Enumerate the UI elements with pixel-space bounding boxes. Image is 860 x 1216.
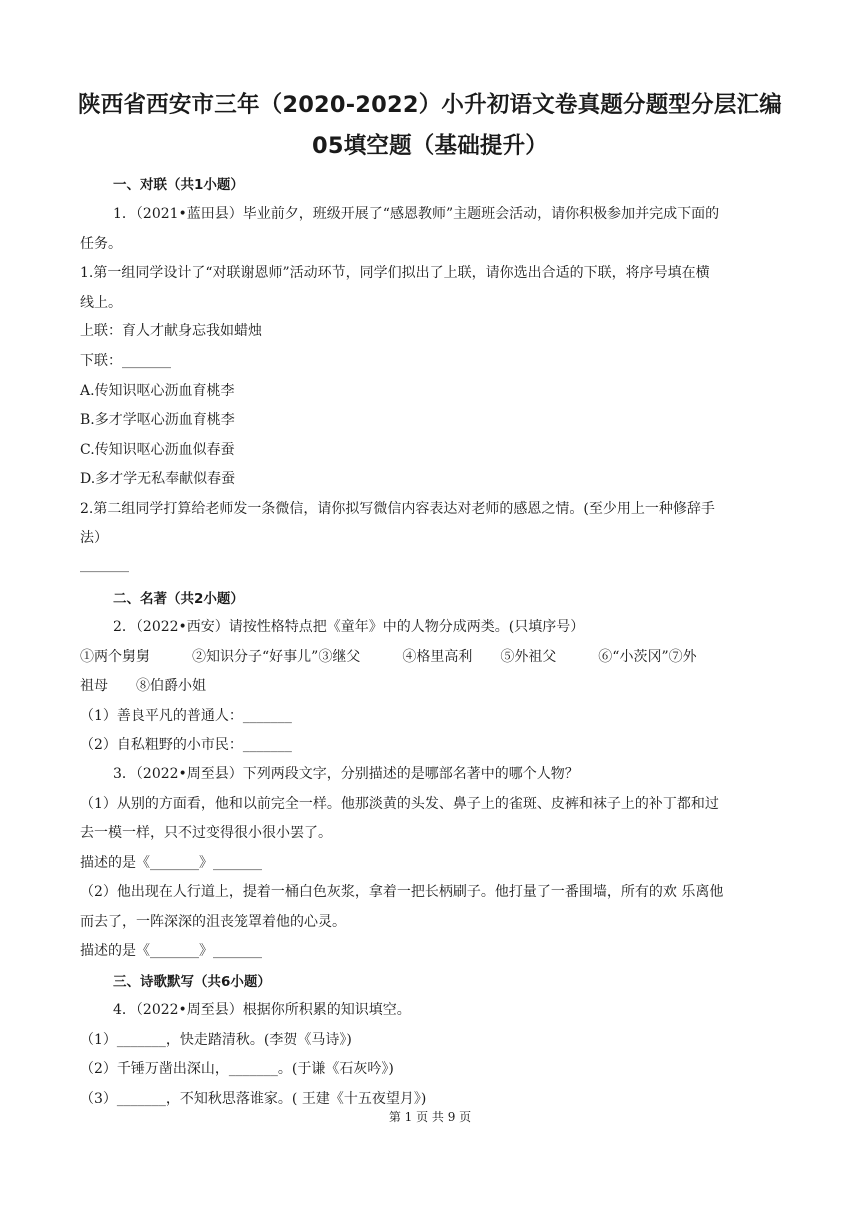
question-2-characters-cont: 祖母 ⑧伯爵小姐: [80, 678, 206, 694]
lower-couplet-blank: 下联：_______: [80, 353, 171, 369]
section-heading-poetry: 三、诗歌默写（共6小题）: [113, 974, 271, 990]
question-3-stem: 3．（2022•周至县）下列两段文字，分别描述的是哪部名著中的哪个人物？: [113, 766, 579, 782]
question-4-item-2: （2）千锤万凿出深山，_______。(于谦《石灰吟》): [80, 1061, 394, 1077]
question-3-answer-1: 描述的是《_______》_______: [80, 855, 262, 871]
option-d: D.多才学无私奉献似春蚕: [80, 471, 236, 487]
question-2-part-1: （1）善良平凡的普通人：_______: [80, 708, 292, 724]
question-3-passage-2-cont: 而去了，一阵深深的沮丧笼罩着他的心灵。: [80, 914, 346, 930]
document-title-line-1: 陕西省西安市三年（2020-2022）小升初语文卷真题分题型分层汇编: [78, 92, 782, 118]
question-3-answer-2: 描述的是《_______》_______: [80, 943, 262, 959]
section-heading-couplet: 一、对联（共1小题）: [113, 177, 244, 193]
upper-couplet: 上联：育人才献身忘我如蜡烛: [80, 323, 262, 339]
section-heading-classics: 二、名著（共2小题）: [113, 591, 244, 607]
question-1-task-2-cont: 法）: [80, 530, 108, 546]
question-3-passage-1-cont: 去一模一样，只不过变得很小很小罢了。: [80, 825, 332, 841]
question-3-passage-2: （2）他出现在人行道上，提着一桶白色灰浆，拿着一把长柄刷子。他打量了一番围墙，所有的欢 乐离他: [80, 884, 724, 900]
question-2-stem: 2．（2022•西安）请按性格特点把《童年》中的人物分成两类。(只填序号）: [113, 619, 585, 635]
question-2-characters: ①两个舅舅 ②知识分子“好事儿”③继父 ④格里高利 ⑤外祖父 ⑥“小茨冈”⑦外: [80, 649, 697, 665]
document-title-line-2: 05填空题（基础提升）: [311, 133, 548, 159]
question-1-task-1: 1.第一组同学设计了“对联谢恩师”活动环节，同学们拟出了上联，请你选出合适的下联，将序号填在横: [80, 265, 710, 281]
question-4-item-3: （3）_______，不知秋思落谁家。( 王建《十五夜望月》): [80, 1091, 427, 1107]
question-3-passage-1: （1）从别的方面看，他和以前完全一样。他那淡黄的头发、鼻子上的雀斑、皮裤和袜子上的补丁都和过: [80, 796, 719, 812]
question-1-task-2: 2.第二组同学打算给老师发一条微信，请你拟写微信内容表达对老师的感恩之情。(至少用上一种修辞手: [80, 501, 715, 517]
option-c: C.传知识呕心沥血似春蚕: [80, 442, 235, 458]
question-4-stem: 4．（2022•周至县）根据你所积累的知识填空。: [113, 1002, 411, 1018]
answer-blank: _______: [80, 557, 129, 573]
option-b: B.多才学呕心沥血育桃李: [80, 412, 235, 428]
page-footer: 第 1 页 共 9 页: [388, 1110, 472, 1124]
question-1-stem-cont: 任务。: [80, 236, 122, 252]
question-1-stem: 1．（2021•蓝田县）毕业前夕，班级开展了“感恩教师”主题班会活动，请你积极参加并完成下面的: [113, 206, 720, 222]
question-2-part-2: （2）自私粗野的小市民：_______: [80, 737, 292, 753]
option-a: A.传知识呕心沥血育桃李: [80, 383, 235, 399]
question-1-task-1-cont: 线上。: [80, 295, 122, 311]
question-4-item-1: （1）_______，快走踏清秋。(李贺《马诗》): [80, 1032, 352, 1048]
